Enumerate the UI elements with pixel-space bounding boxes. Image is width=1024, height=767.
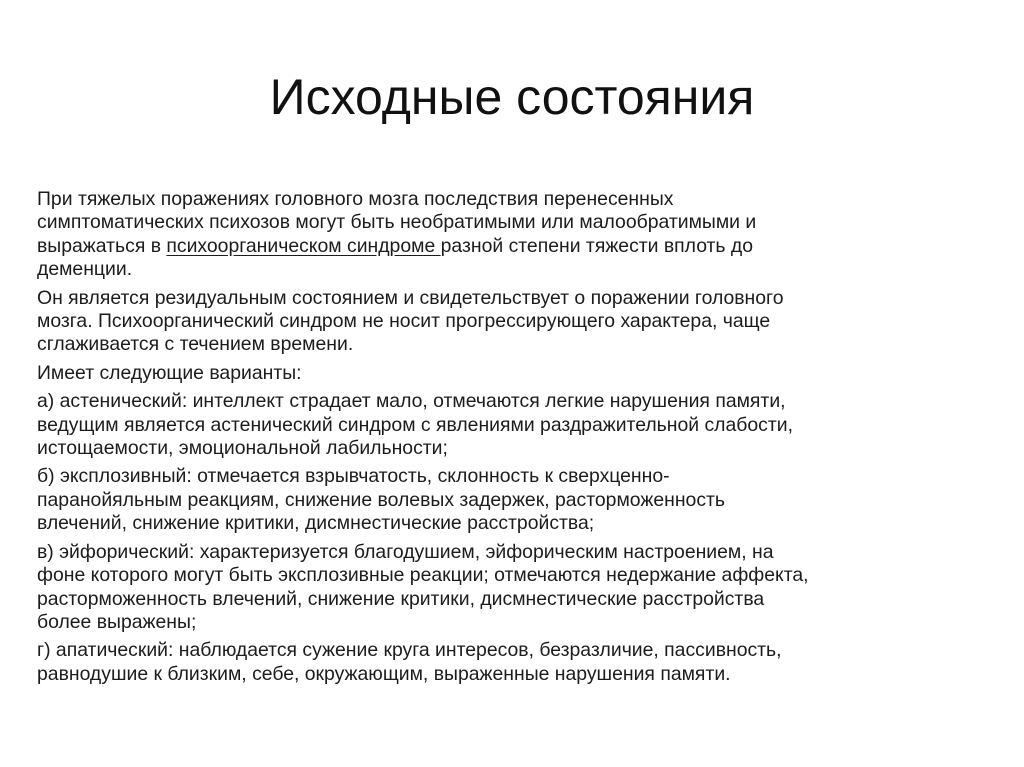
text-line: б) эксплозивный: отмечается взрывчатость, склонность к сверхценно-: [37, 465, 670, 488]
paragraph-variant-explosive: [37, 465, 997, 535]
text-line: [37, 235, 997, 258]
text-line: Имеет следующие варианты:: [37, 361, 302, 384]
text-line: влечений, снижение критики, дисмнестические расстройства;: [37, 512, 595, 535]
text-line: паранойяльным реакциям, снижение волевых задержек, расторможенность: [37, 488, 725, 511]
text-line: а) астенический: интеллект страдает мало, отмечаются легкие нарушения памяти,: [37, 390, 786, 413]
text-line: более выражены;: [37, 610, 197, 633]
paragraph-intro: [37, 188, 997, 282]
underlined-term-link[interactable]: психоорганическом синдроме: [166, 234, 441, 257]
text-line: сглаживается с течением времени.: [37, 333, 354, 356]
text-line: истощаемости, эмоциональной лабильности;: [37, 437, 448, 460]
text-line: г) апатический: наблюдается сужение круга интересов, безразличие, пассивность,: [37, 639, 782, 662]
paragraph-variant-apathetic: [37, 639, 997, 686]
text-segment: выражаться в: [37, 234, 167, 257]
text-line: мозга. Психоорганический синдром не носит прогрессирующего характера, чаще: [37, 310, 771, 333]
text-line: расторможенность влечений, снижение критики, дисмнестические расстройства: [37, 587, 765, 610]
paragraph-variants-intro: [37, 362, 997, 385]
text-line: При тяжелых поражениях головного мозга последствия перенесенных: [37, 188, 674, 210]
slide-title: Исходные состояния: [269, 69, 755, 125]
text-segment: разной степени тяжести вплоть до: [440, 234, 754, 257]
text-line: фоне которого могут быть эксплозивные реакции; отмечаются недержание аффекта,: [37, 564, 809, 587]
text-line: симптоматических психозов могут быть необратимыми или малообратимыми и: [37, 211, 757, 234]
text-line: равнодушие к близким, себе, окружающим, выраженные нарушения памяти.: [37, 662, 731, 685]
slide-body: [37, 188, 997, 691]
text-line: в) эйфорический: характеризуется благодушием, эйфорическим настроением, на: [37, 540, 774, 563]
paragraph-residual: [37, 287, 997, 357]
paragraph-variant-euphoric: [37, 541, 997, 635]
text-line: Он является резидуальным состоянием и свидетельствует о поражении головного: [37, 286, 784, 309]
text-line: ведущим является астенический синдром с явлениями раздражительной слабости,: [37, 413, 793, 436]
text-line: деменции.: [37, 258, 133, 281]
paragraph-variant-asthenic: [37, 390, 997, 460]
